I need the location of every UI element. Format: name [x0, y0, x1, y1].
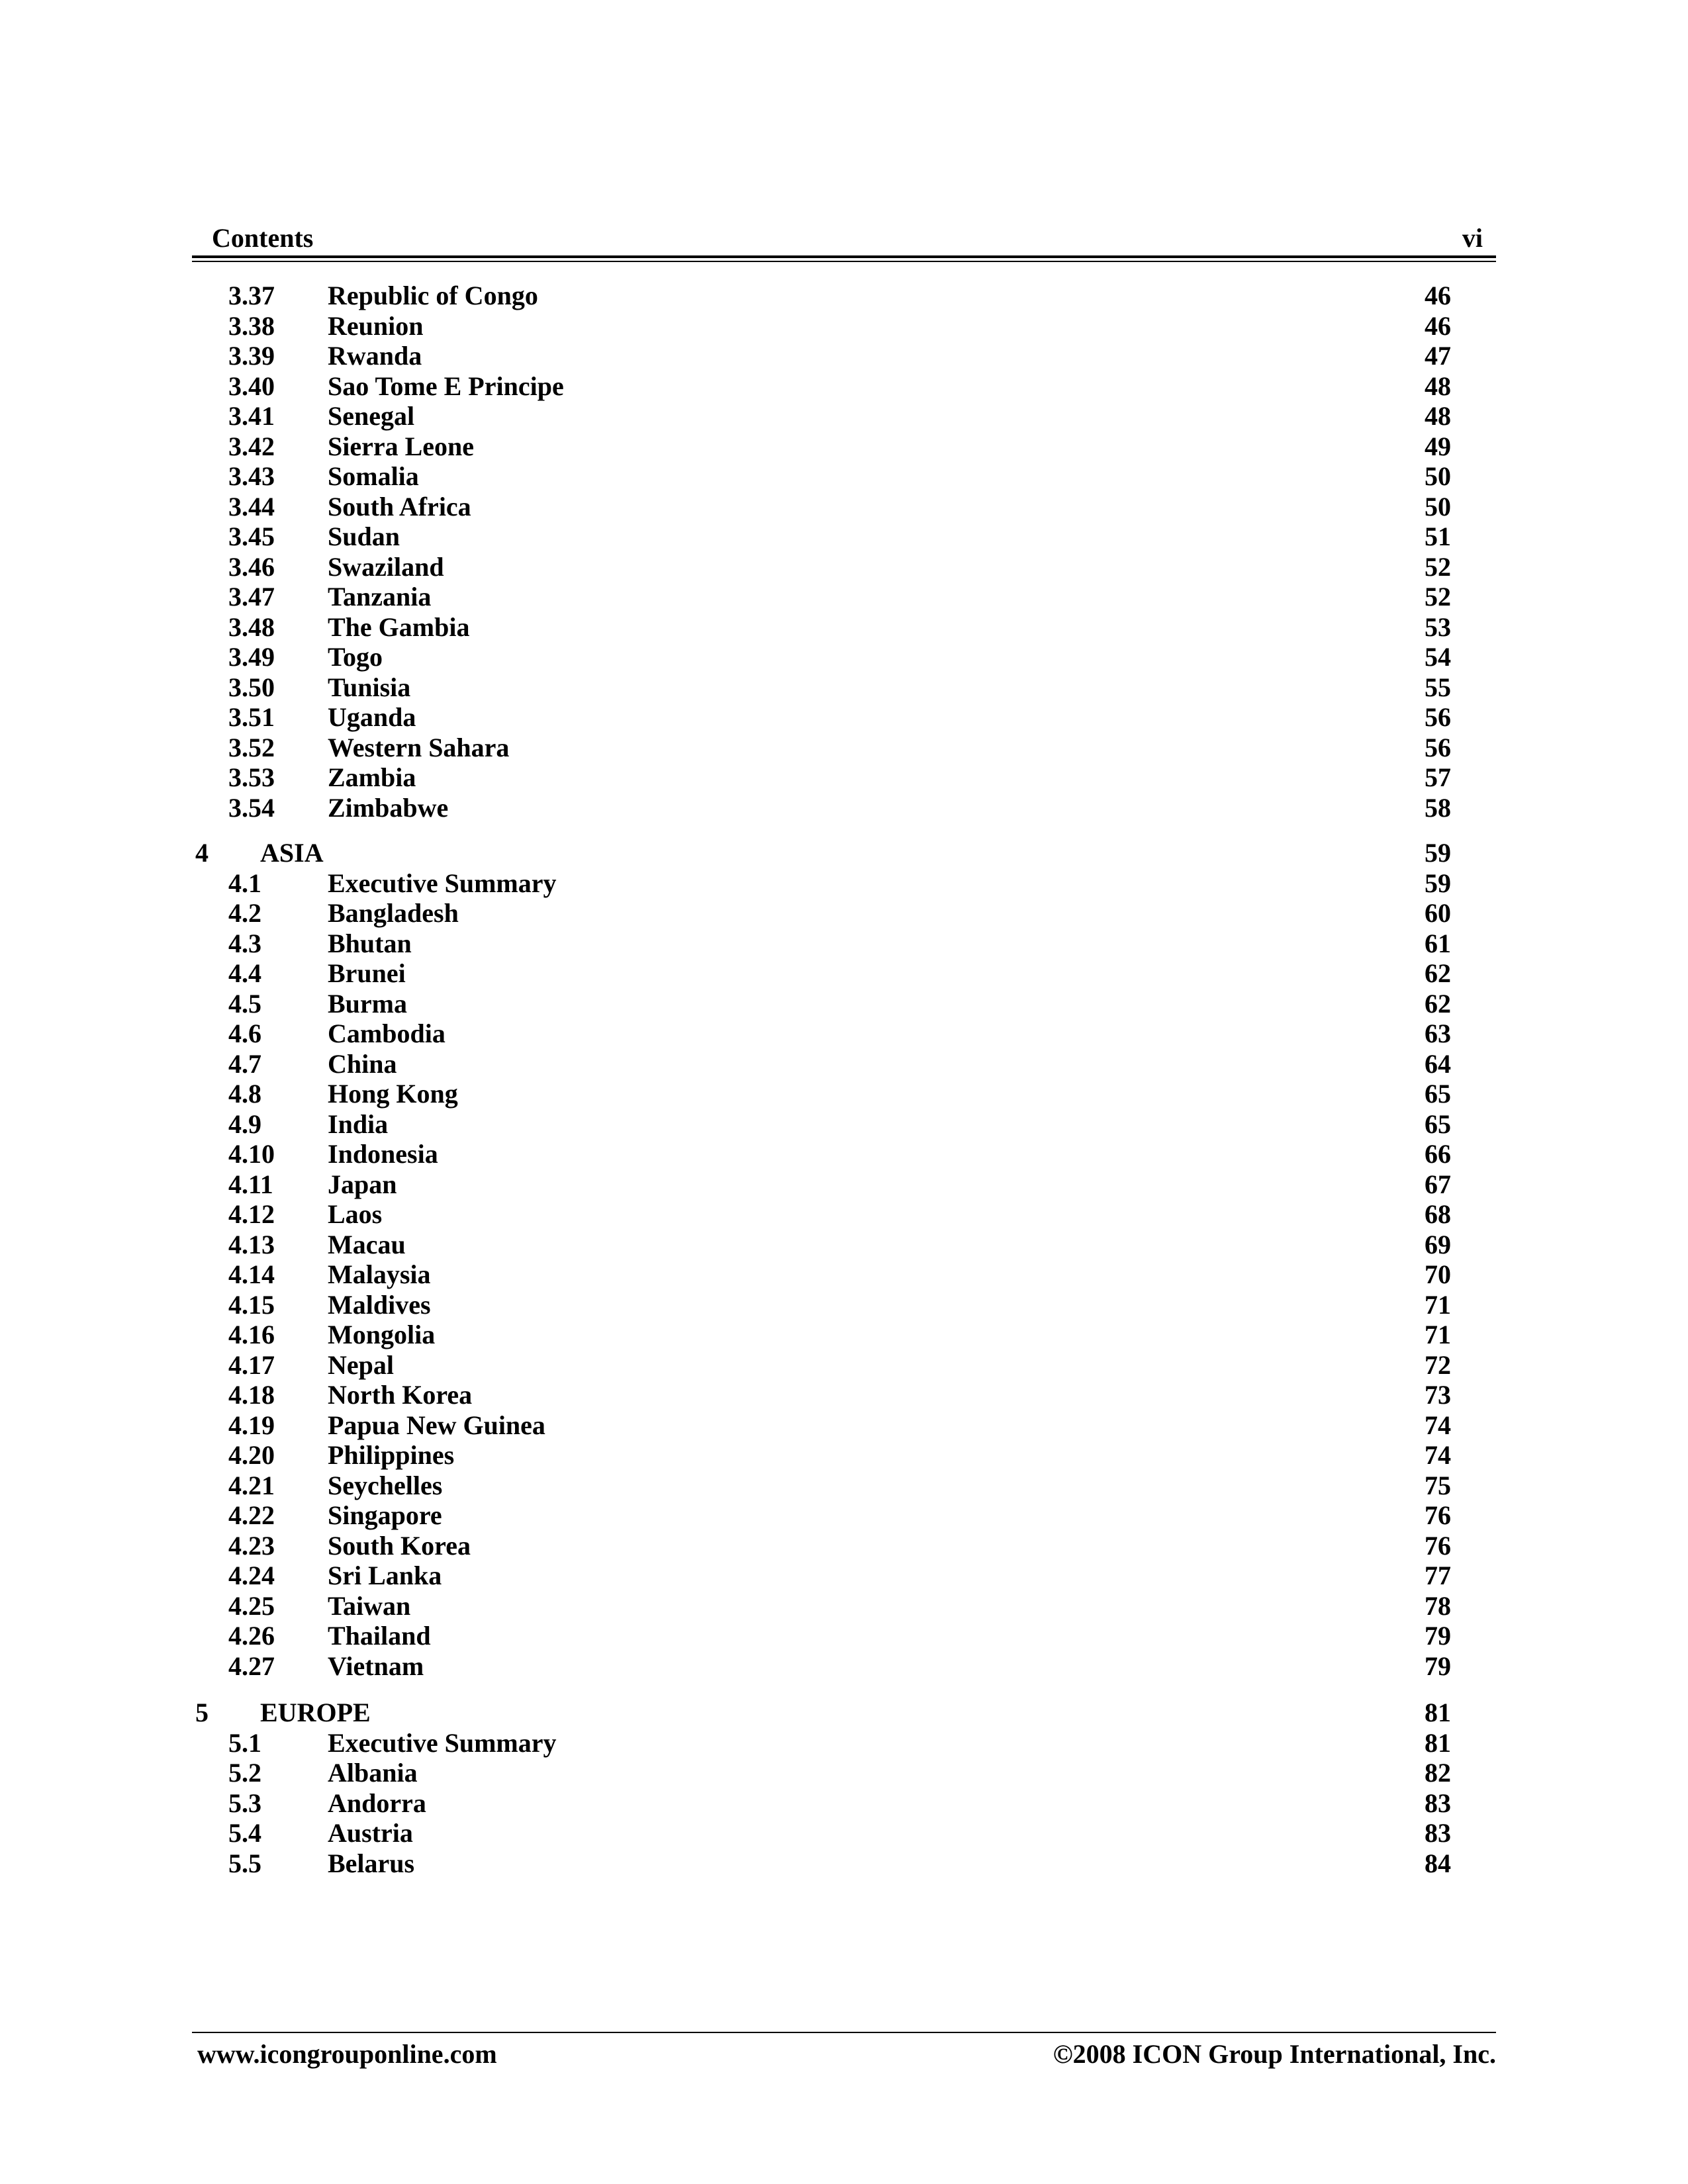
toc-entry-page: 75 — [1425, 1470, 1451, 1500]
toc-entry-row[interactable] — [0, 1727, 1688, 1759]
toc-entry-row[interactable] — [0, 897, 1688, 929]
toc-entry-title: Austria — [328, 1818, 413, 1848]
toc-entry-title: Senegal — [328, 401, 415, 431]
toc-entry-page: 79 — [1425, 1621, 1451, 1651]
toc-entry-title: Malaysia — [328, 1259, 431, 1289]
toc-entry-number: 3.44 — [228, 491, 275, 522]
toc-entry-page: 82 — [1425, 1758, 1451, 1788]
toc-entry-title: Republic of Congo — [328, 281, 538, 310]
toc-entry-page: 77 — [1425, 1561, 1451, 1590]
toc-entry-page: 56 — [1425, 702, 1451, 732]
toc-entry-number: 4.7 — [228, 1048, 261, 1079]
toc-entry-page: 50 — [1425, 491, 1451, 522]
toc-entry-row[interactable] — [0, 1470, 1688, 1502]
toc-entry-number: 4.18 — [228, 1380, 275, 1410]
toc-entry-title: China — [328, 1048, 397, 1079]
toc-entry-row[interactable] — [0, 792, 1688, 824]
toc-entry-row[interactable] — [0, 988, 1688, 1020]
toc-entry-row[interactable] — [0, 1078, 1688, 1110]
footer-website: www.icongrouponline.com — [197, 2039, 497, 2069]
toc-entry-number: 3.51 — [228, 702, 275, 732]
toc-entry-row[interactable] — [0, 400, 1688, 432]
toc-entry-row[interactable] — [0, 868, 1688, 899]
toc-entry-row[interactable] — [0, 491, 1688, 523]
toc-entry-row[interactable] — [0, 1530, 1688, 1562]
toc-entry-page: 83 — [1425, 1818, 1451, 1848]
toc-entry-number: 4.20 — [228, 1440, 275, 1470]
toc-entry-number: 4.10 — [228, 1139, 275, 1169]
toc-entry-page: 54 — [1425, 642, 1451, 672]
toc-entry-page: 74 — [1425, 1440, 1451, 1470]
toc-entry-number: 4.19 — [228, 1410, 275, 1440]
toc-entry-title: Executive Summary — [328, 1727, 557, 1758]
toc-entry-page: 81 — [1425, 1698, 1451, 1727]
toc-entry-page: 69 — [1425, 1229, 1451, 1259]
toc-entry-page: 65 — [1425, 1079, 1451, 1109]
toc-entry-page: 59 — [1425, 868, 1451, 898]
toc-entry-page: 52 — [1425, 551, 1451, 582]
toc-entry-title: Hong Kong — [328, 1079, 458, 1109]
toc-entry-row[interactable] — [0, 340, 1688, 372]
toc-entry-number: 4.23 — [228, 1530, 275, 1561]
toc-entry-row[interactable] — [0, 280, 1688, 312]
toc-entry-page: 64 — [1425, 1048, 1451, 1079]
toc-entry-number: 3.42 — [228, 431, 275, 461]
toc-entry-page: 78 — [1425, 1590, 1451, 1621]
toc-entry-page: 84 — [1425, 1848, 1451, 1878]
toc-entry-title: Swaziland — [328, 551, 444, 582]
toc-entry-page: 83 — [1425, 1788, 1451, 1818]
page-header — [192, 222, 1496, 254]
toc-entry-row[interactable] — [0, 1349, 1688, 1381]
toc-entry-title: Zambia — [328, 762, 416, 792]
toc-entry-page: 49 — [1425, 431, 1451, 461]
toc-entry-number: 4.2 — [228, 898, 261, 928]
toc-entry-page: 62 — [1425, 988, 1451, 1019]
toc-entry-number: 4.12 — [228, 1199, 275, 1229]
toc-entry-row[interactable] — [0, 521, 1688, 553]
footer-copyright: ©2008 ICON Group International, Inc. — [1053, 2039, 1496, 2069]
toc-entry-page: 52 — [1425, 582, 1451, 612]
toc-entry-row[interactable] — [0, 1439, 1688, 1471]
toc-entry-title: Somalia — [328, 461, 419, 491]
header-rule-secondary — [192, 261, 1496, 262]
toc-entry-title: Vietnam — [328, 1651, 424, 1681]
toc-entry-title: India — [328, 1109, 389, 1139]
toc-entry-number: 3.37 — [228, 281, 275, 310]
toc-entry-title: Sudan — [328, 522, 400, 551]
toc-entry-title: Western Sahara — [328, 732, 510, 762]
toc-entry-number: 3.49 — [228, 642, 275, 672]
toc-entry-row[interactable] — [0, 1379, 1688, 1411]
toc-entry-row[interactable] — [0, 1048, 1688, 1080]
toc-entry-row[interactable] — [0, 702, 1688, 733]
toc-entry-title: Togo — [328, 642, 383, 672]
toc-entry-page: 71 — [1425, 1320, 1451, 1349]
toc-entry-row[interactable] — [0, 431, 1688, 463]
toc-entry-title: South Korea — [328, 1530, 471, 1561]
header-page-number: vi — [1462, 223, 1483, 253]
toc-entry-title: Indonesia — [328, 1139, 438, 1169]
toc-entry-number: 3.50 — [228, 672, 275, 702]
toc-entry-title: Nepal — [328, 1349, 394, 1380]
toc-entry-title: EUROPE — [260, 1698, 371, 1727]
toc-entry-title: Papua New Guinea — [328, 1410, 545, 1440]
toc-chapter-row[interactable] — [0, 1697, 1688, 1729]
toc-entry-title: Japan — [328, 1169, 397, 1199]
toc-entry-page: 62 — [1425, 958, 1451, 988]
toc-entry-number: 3.43 — [228, 461, 275, 491]
toc-entry-page: 60 — [1425, 898, 1451, 928]
toc-entry-row[interactable] — [0, 1319, 1688, 1351]
toc-entry-page: 73 — [1425, 1380, 1451, 1410]
toc-entry-row[interactable] — [0, 732, 1688, 764]
toc-entry-page: 65 — [1425, 1109, 1451, 1139]
toc-entry-number: 5.4 — [228, 1818, 261, 1848]
page-footer — [192, 2038, 1496, 2070]
toc-entry-row[interactable] — [0, 762, 1688, 794]
toc-entry-number: 4.4 — [228, 958, 261, 988]
toc-entry-title: Mongolia — [328, 1320, 436, 1349]
toc-entry-number: 3.45 — [228, 522, 275, 551]
toc-entry-page: 48 — [1425, 401, 1451, 431]
toc-entry-page: 72 — [1425, 1349, 1451, 1380]
toc-entry-page: 70 — [1425, 1259, 1451, 1289]
toc-entry-title: Burma — [328, 988, 407, 1019]
toc-entry-title: Uganda — [328, 702, 416, 732]
toc-entry-page: 51 — [1425, 522, 1451, 551]
toc-entry-page: 66 — [1425, 1139, 1451, 1169]
toc-entry-row[interactable] — [0, 1109, 1688, 1140]
toc-entry-title: South Africa — [328, 491, 471, 522]
toc-entry-row[interactable] — [0, 1620, 1688, 1652]
toc-entry-number: 4.3 — [228, 928, 261, 958]
toc-entry-number: 3.52 — [228, 732, 275, 762]
toc-entry-title: Maldives — [328, 1289, 431, 1320]
toc-entry-number: 4.11 — [228, 1169, 273, 1199]
toc-entry-number: 4.22 — [228, 1500, 275, 1530]
toc-entry-row[interactable] — [0, 1169, 1688, 1201]
toc-entry-page: 76 — [1425, 1500, 1451, 1530]
toc-entry-title: Seychelles — [328, 1470, 443, 1500]
toc-entry-number: 5.5 — [228, 1848, 261, 1878]
toc-chapter-row[interactable] — [0, 837, 1688, 869]
toc-entry-number: 3.46 — [228, 551, 275, 582]
toc-entry-row[interactable] — [0, 310, 1688, 342]
toc-entry-number: 4.26 — [228, 1621, 275, 1651]
toc-entry-number: 4.15 — [228, 1289, 275, 1320]
toc-entry-title: Philippines — [328, 1440, 455, 1470]
toc-entry-row[interactable] — [0, 1817, 1688, 1849]
toc-entry-title: Tunisia — [328, 672, 411, 702]
footer-rule — [192, 2032, 1496, 2033]
toc-entry-row[interactable] — [0, 612, 1688, 643]
toc-entry-row[interactable] — [0, 1651, 1688, 1682]
toc-entry-row[interactable] — [0, 1229, 1688, 1261]
toc-entry-title: Sao Tome E Principe — [328, 371, 564, 401]
toc-entry-page: 74 — [1425, 1410, 1451, 1440]
toc-entry-number: 3.48 — [228, 612, 275, 642]
toc-entry-number: 5.2 — [228, 1758, 261, 1788]
toc-entry-row[interactable] — [0, 1848, 1688, 1880]
toc-entry-number: 5.3 — [228, 1788, 261, 1818]
toc-entry-page: 46 — [1425, 281, 1451, 310]
toc-entry-row[interactable] — [0, 1410, 1688, 1441]
toc-entry-row[interactable] — [0, 928, 1688, 960]
toc-entry-title: Andorra — [328, 1788, 426, 1818]
header-title: Contents — [212, 223, 314, 253]
toc-entry-number: 3.40 — [228, 371, 275, 401]
toc-entry-number: 4.13 — [228, 1229, 275, 1259]
toc-entry-page: 53 — [1425, 612, 1451, 642]
toc-entry-row[interactable] — [0, 1788, 1688, 1819]
toc-entry-page: 57 — [1425, 762, 1451, 792]
toc-entry-page: 76 — [1425, 1530, 1451, 1561]
toc-entry-page: 68 — [1425, 1199, 1451, 1229]
toc-entry-page: 50 — [1425, 461, 1451, 491]
toc-entry-row[interactable] — [0, 1018, 1688, 1050]
toc-entry-number: 4.5 — [228, 988, 261, 1019]
toc-entry-number: 3.39 — [228, 341, 275, 371]
toc-entry-number: 3.47 — [228, 582, 275, 612]
toc-entry-title: Reunion — [328, 310, 424, 341]
toc-entry-row[interactable] — [0, 461, 1688, 492]
toc-entry-number: 4.16 — [228, 1320, 275, 1349]
toc-entry-number: 4.27 — [228, 1651, 275, 1681]
toc-entry-number: 3.54 — [228, 792, 275, 823]
toc-entry-title: Thailand — [328, 1621, 431, 1651]
toc-entry-title: North Korea — [328, 1380, 473, 1410]
toc-entry-number: 4.14 — [228, 1259, 275, 1289]
toc-entry-page: 71 — [1425, 1289, 1451, 1320]
toc-entry-title: Belarus — [328, 1848, 415, 1878]
toc-entry-row[interactable] — [0, 1259, 1688, 1291]
toc-entry-row[interactable] — [0, 1138, 1688, 1170]
toc-entry-title: Bangladesh — [328, 898, 459, 928]
toc-entry-row[interactable] — [0, 1590, 1688, 1622]
toc-entry-number: 4.24 — [228, 1561, 275, 1590]
toc-entry-title: Macau — [328, 1229, 406, 1259]
toc-entry-number: 4.17 — [228, 1349, 275, 1380]
toc-entry-page: 48 — [1425, 371, 1451, 401]
toc-entry-number: 4.25 — [228, 1590, 275, 1621]
toc-entry-number: 3.41 — [228, 401, 275, 431]
toc-entry-row[interactable] — [0, 672, 1688, 704]
toc-entry-number: 5 — [195, 1698, 209, 1727]
toc-entry-page: 81 — [1425, 1727, 1451, 1758]
toc-entry-row[interactable] — [0, 1289, 1688, 1321]
toc-entry-number: 4.8 — [228, 1079, 261, 1109]
toc-entry-number: 4.6 — [228, 1019, 261, 1048]
toc-entry-row[interactable] — [0, 371, 1688, 402]
toc-entry-title: Laos — [328, 1199, 383, 1229]
toc-entry-page: 79 — [1425, 1651, 1451, 1681]
toc-entry-title: Taiwan — [328, 1590, 411, 1621]
toc-entry-number: 4 — [195, 838, 209, 868]
toc-entry-page: 46 — [1425, 310, 1451, 341]
toc-entry-page: 58 — [1425, 792, 1451, 823]
toc-entry-page: 63 — [1425, 1019, 1451, 1048]
header-rule — [192, 255, 1496, 258]
toc-entry-row[interactable] — [0, 1199, 1688, 1230]
toc-entry-row[interactable] — [0, 581, 1688, 613]
toc-entry-number: 4.21 — [228, 1470, 275, 1500]
toc-entry-row[interactable] — [0, 958, 1688, 989]
toc-entry-row[interactable] — [0, 1757, 1688, 1789]
toc-entry-title: Albania — [328, 1758, 418, 1788]
toc-entry-page: 55 — [1425, 672, 1451, 702]
toc-entry-title: ASIA — [260, 838, 324, 868]
toc-entry-title: The Gambia — [328, 612, 470, 642]
toc-entry-title: Singapore — [328, 1500, 442, 1530]
toc-entry-row[interactable] — [0, 551, 1688, 583]
toc-entry-title: Rwanda — [328, 341, 422, 371]
toc-entry-page: 59 — [1425, 838, 1451, 868]
toc-entry-number: 5.1 — [228, 1727, 261, 1758]
toc-entry-number: 4.1 — [228, 868, 261, 898]
toc-entry-title: Bhutan — [328, 928, 412, 958]
toc-entry-title: Zimbabwe — [328, 792, 449, 823]
toc-entry-number: 3.53 — [228, 762, 275, 792]
toc-entry-row[interactable] — [0, 1560, 1688, 1592]
toc-entry-number: 4.9 — [228, 1109, 261, 1139]
toc-entry-title: Cambodia — [328, 1019, 445, 1048]
toc-entry-page: 47 — [1425, 341, 1451, 371]
toc-entry-title: Brunei — [328, 958, 406, 988]
toc-entry-page: 56 — [1425, 732, 1451, 762]
toc-entry-page: 67 — [1425, 1169, 1451, 1199]
toc-entry-title: Tanzania — [328, 582, 432, 612]
toc-entry-row[interactable] — [0, 1500, 1688, 1531]
toc-entry-number: 3.38 — [228, 310, 275, 341]
toc-entry-title: Sri Lanka — [328, 1561, 442, 1590]
toc-entry-page: 61 — [1425, 928, 1451, 958]
toc-entry-title: Executive Summary — [328, 868, 557, 898]
toc-entry-title: Sierra Leone — [328, 431, 475, 461]
toc-entry-row[interactable] — [0, 641, 1688, 673]
